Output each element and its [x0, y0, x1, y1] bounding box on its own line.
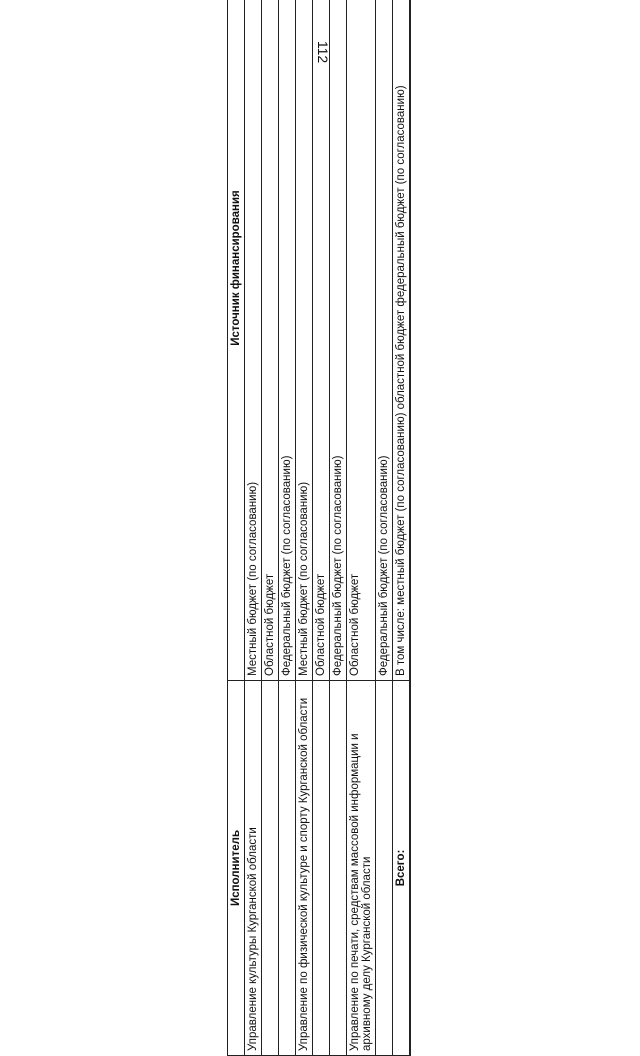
row-executor: Управление по печати, средствам массовой информации и архивному делу Курганской области: [347, 680, 376, 1055]
row-source: Федеральный бюджет (по согласованию): [376, 0, 393, 680]
row-executor: [262, 680, 279, 1055]
header-executor: Исполнитель: [228, 680, 245, 1055]
row-executor: Управление по физической культуре и спорту Курганской области: [296, 680, 313, 1055]
row-source: Федеральный бюджет (по согласованию): [330, 0, 347, 680]
row-source: Местный бюджет (по согласованию): [245, 0, 262, 680]
rotated-table-container: [227, 0, 407, 1056]
row-source: Областной бюджет: [262, 0, 279, 680]
row-source: Местный бюджет (по согласованию): [296, 0, 313, 680]
row-source: Федеральный бюджет (по согласованию): [279, 0, 296, 680]
header-source: Источник финансирования: [228, 0, 245, 680]
row-source: Областной бюджет: [347, 0, 376, 680]
row-executor: [330, 680, 347, 1055]
breakdown-label: В том числе: местный бюджет (по согласованию) областной бюджет федеральный бюджет (по согласованию): [393, 0, 410, 680]
row-executor: Управление культуры Курганской области: [245, 680, 262, 1055]
financing-table: [227, 0, 411, 1056]
row-executor: [279, 680, 296, 1055]
total-label: Всего:: [393, 680, 410, 1055]
page-number: 112: [315, 40, 332, 64]
row-source: Областной бюджет: [313, 0, 330, 680]
row-executor: [376, 680, 393, 1055]
row-executor: [313, 680, 330, 1055]
